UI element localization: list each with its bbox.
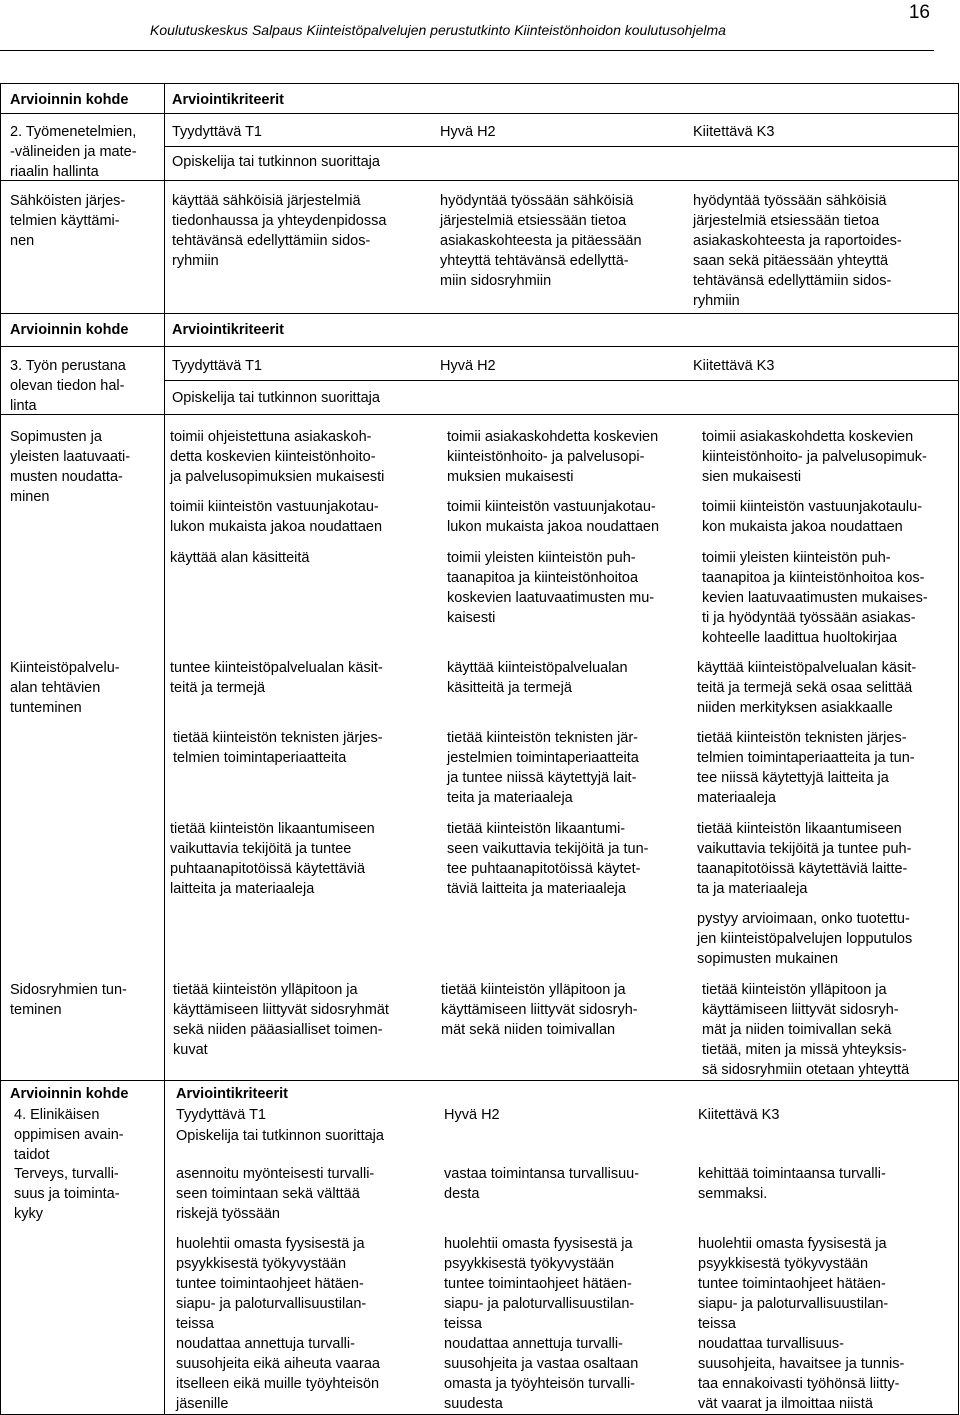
header-rule [0,50,934,51]
r2-h2: toimii kiinteistön vastuunjakotau- lukon mukaista jakoa noudattaen [447,499,660,535]
table-border [958,83,959,1415]
section-2-target: Sähköisten järjes- telmien käyttämi- nen [10,193,126,249]
kriteerit-heading: Arviointikriteerit [172,322,284,338]
r2-t1: toimii kiinteistön vastuunjakotau- lukon mukaista jakoa noudattaen [170,499,383,535]
table-border [164,146,958,147]
r6-k3: tietää kiinteistön likaantumiseen vaikuttavia tekijöitä ja tuntee puh- taanapitotöissä käytettäviä laitte- ta ja materiaaleja [697,821,912,897]
student-heading: Opiskelija tai tutkinnon suorittaja [172,154,380,170]
t1-heading: Tyydyttävä T1 [176,1107,266,1123]
kriteerit-heading: Arviointikriteerit [172,92,284,108]
r8-k3: tietää kiinteistön ylläpitoon ja käyttämiseen liittyvät sidosryh- mät ja niiden toimivallan sekä tietää, miten ja missä yhteyksis- sä sidosryhmiin otetaan yhteyttä [702,982,910,1078]
target-sidosryhmat: Sidosryhmien tun- teminen [10,982,127,1018]
r3-k3: toimii yleisten kiinteistön puh- taanapitoa ja kiinteistönhoitoa kos- kevien laatuvaatimusten mukaises- ti ja hyödyntää työssään asiakas- kohteelle laadittua huoltokirjaa [702,550,928,646]
table-border [0,1080,958,1081]
section-4-target: Terveys, turvalli- suus ja toiminta- kyky [14,1166,120,1222]
s4-r2-k3: huolehtii omasta fyysisestä ja psyykkisestä työkyvystään tuntee toimintaohjeet hätäen- siapu- ja paloturvallisuustilan- teissa noudattaa turvallisuus- suusohjeita, havaitsee ja tunnis- taa ennakoivasti työhönsä liitty- vät vaarat ja ilmoittaa niistä [698,1236,905,1412]
s4-r2-t1: huolehtii omasta fyysisestä ja psyykkisestä työkyvystään tuntee toimintaohjeet hätäen- siapu- ja paloturvallisuustilan- teissa noudattaa annettuja turvalli- suusohjeita eikä aiheuta vaaraa itselleen eikä muille työyhteisön jäsenille [176,1236,380,1412]
table-border [0,83,1,1415]
r5-k3: tietää kiinteistön teknisten järjes- telmien toimintaperiaatteita ja tun- tee niissä käytettyjä laitteita ja materiaaleja [697,730,915,806]
kriteerit-heading: Arviointikriteerit [176,1086,288,1102]
r6-h2: tietää kiinteistön likaantumi- seen vaikuttavia tekijöitä ja tun- tee puhtaanapitotöissä käytet- täviä laitteita ja materiaaleja [447,821,649,897]
s4-r1-k3: kehittää toimintaansa turvalli- semmaksi. [698,1166,886,1202]
table-border [0,83,958,84]
table-border [164,380,958,381]
s4-r1-t1: asennoitu myönteisesti turvalli- seen toimintaan sekä välttää riskejä työssään [176,1166,375,1222]
student-heading: Opiskelija tai tutkinnon suorittaja [172,390,380,406]
r3-t1: käyttää alan käsitteitä [170,550,310,566]
target-tehtavat: Kiinteistöpalvelu- alan tehtävien tunteminen [10,660,120,716]
r4-k3: käyttää kiinteistöpalvelualan käsit- teitä ja termejä sekä osaa selittää niiden merkityksen asiakkaalle [697,660,917,716]
r8-h2: tietää kiinteistön ylläpitoon ja käyttämiseen liittyvät sidosryh- mät sekä niiden toimivallan [441,982,638,1038]
r5-t1: tietää kiinteistön teknisten järjes- telmien toimintaperiaatteita [173,730,383,766]
kohde-heading: Arvioinnin kohde [10,1086,129,1102]
section-4-title: 4. Elinikäisen oppimisen avain- taidot [14,1107,124,1163]
t1-heading: Tyydyttävä T1 [172,124,262,140]
r5-h2: tietää kiinteistön teknisten jär- jestelmien toimintaperiaatteita ja tuntee niissä käytettyjä lait- teita ja materiaaleja [447,730,639,806]
section-2-h2: hyödyntää työssään sähköisiä järjestelmiä etsiessään tietoa asiakaskohteesta ja pitäessään yhteyttä tehtävänsä edellyttä- miin sidosryhmiin [440,193,642,289]
section-2-k3: hyödyntää työssään sähköisiä järjestelmiä etsiessään tietoa asiakaskohteesta ja raportoides- saan sekä pitäessään yhteyttä tehtävänsä edellyttämiin sidos- ryhmiin [693,193,902,309]
k3-heading: Kiitettävä K3 [693,124,775,140]
r1-h2: toimii asiakaskohdetta koskevien kiinteistönhoito- ja palvelusopi- muksien mukaisesti [447,429,659,485]
running-header: Koulutuskeskus Salpaus Kiinteistöpalvelujen perustutkinto Kiinteistönhoidon koulutusohjelma [150,22,726,38]
h2-heading: Hyvä H2 [440,358,496,374]
table-border [0,313,958,314]
section-2-t1: käyttää sähköisiä järjestelmiä tiedonhaussa ja yhteydenpidossa tehtävänsä edellyttämiin sidos- ryhmiin [172,193,387,269]
table-border [0,180,958,181]
kohde-heading: Arvioinnin kohde [10,92,129,108]
r1-k3: toimii asiakaskohdetta koskevien kiinteistönhoito- ja palvelusopimuk- sien mukaisesti [702,429,927,485]
student-heading: Opiskelija tai tutkinnon suorittaja [176,1128,384,1144]
k3-heading: Kiitettävä K3 [693,358,775,374]
s4-r1-h2: vastaa toimintansa turvallisuu- desta [444,1166,640,1202]
table-border [0,414,958,415]
h2-heading: Hyvä H2 [440,124,496,140]
r2-k3: toimii kiinteistön vastuunjakotaulu- kon mukaista jakoa noudattaen [702,499,923,535]
table-border [0,113,958,114]
table-border [0,346,958,347]
r7-k3: pystyy arvioimaan, onko tuotettu- jen kiinteistöpalvelujen lopputulos sopimusten mukainen [697,911,913,967]
r4-t1: tuntee kiinteistöpalvelualan käsit- teitä ja termejä [170,660,383,696]
t1-heading: Tyydyttävä T1 [172,358,262,374]
r6-t1: tietää kiinteistön likaantumiseen vaikuttavia tekijöitä ja tuntee puhtaanapitotöissä käytettäviä laitteita ja materiaaleja [170,821,375,897]
page-number: 16 [908,2,930,23]
s4-r2-h2: huolehtii omasta fyysisestä ja psyykkisestä työkyvystään tuntee toimintaohjeet hätäen- siapu- ja paloturvallisuustilan- teissa noudattaa annettuja turvalli- suusohjeita ja vastaa osaltaan omasta ja työyhteisön turvalli- suudesta [444,1236,639,1412]
r3-h2: toimii yleisten kiinteistön puh- taanapitoa ja kiinteistönhoitoa koskevien laatuvaatimusten mu- kaisesti [447,550,655,626]
k3-heading: Kiitettävä K3 [698,1107,780,1123]
r8-t1: tietää kiinteistön ylläpitoon ja käyttämiseen liittyvät sidosryhmät sekä niiden pääasialliset toimen- kuvat [173,982,389,1058]
h2-heading: Hyvä H2 [444,1107,500,1123]
r4-h2: käyttää kiinteistöpalvelualan käsitteitä ja termejä [447,660,628,696]
table-border [164,83,165,1415]
section-2-title: 2. Työmenetelmien, -välineiden ja mate- riaalin hallinta [10,124,137,180]
section-3-title: 3. Työn perustana olevan tiedon hal- linta [10,358,126,414]
kohde-heading: Arvioinnin kohde [10,322,129,338]
r1-t1: toimii ohjeistettuna asiakaskoh- detta koskevien kiinteistönhoito- ja palvelusopimuksien mukaisesti [170,429,385,485]
target-sopimukset: Sopimusten ja yleisten laatuvaati- musten noudatta- minen [10,429,131,505]
